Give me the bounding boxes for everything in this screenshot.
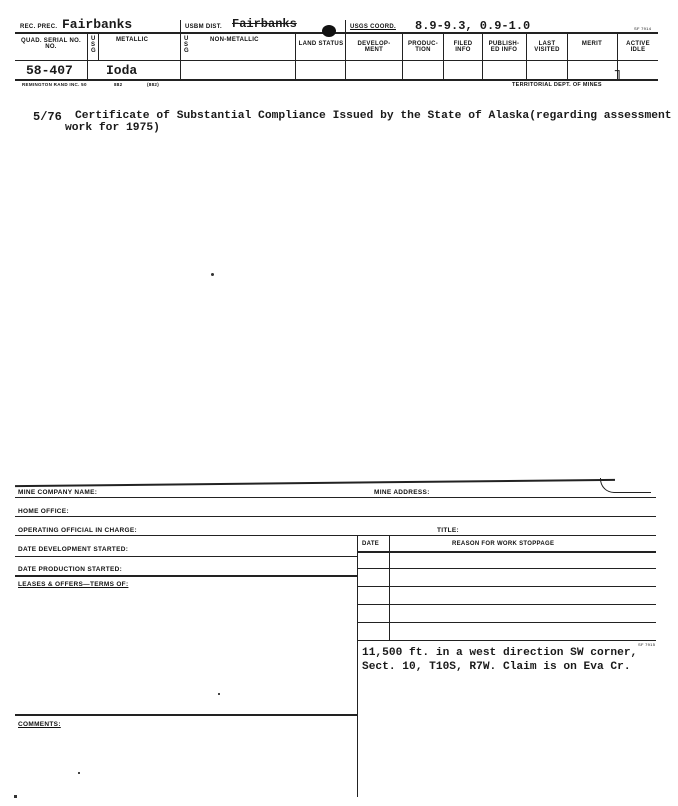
mine-company-label: MINE COMPANY NAME: (18, 489, 98, 496)
col-land-status: LAND STATUS (298, 41, 344, 47)
col-development: DEVELOP- MENT (357, 41, 391, 53)
col-published-info: PUBLISH- ED INFO (488, 41, 520, 53)
col-last-visited: LAST VISITED (534, 41, 560, 53)
col-quad-serial: QUAD. SERIAL NO. NO. (20, 38, 82, 50)
ink-blot (322, 25, 336, 37)
home-office-label: HOME OFFICE: (18, 508, 69, 515)
col-metallic: METALLIC (116, 37, 149, 43)
title-label: TITLE: (437, 527, 460, 534)
rule (357, 604, 656, 605)
back-form-number: SF 7915 (638, 642, 656, 647)
usbm-dist-label: USBM DIST. (185, 24, 223, 30)
rule (15, 714, 357, 716)
rule (15, 535, 656, 536)
mine-address-label: MINE ADDRESS: (374, 489, 430, 496)
col-usgs-nonmetallic: U S G (184, 36, 189, 54)
rule (15, 516, 656, 517)
speck (211, 273, 214, 276)
rule (15, 575, 357, 577)
comments-label: COMMENTS: (18, 721, 61, 728)
location-line1: 11,500 ft. in a west direction SW corner, (362, 647, 638, 659)
divider (482, 33, 483, 79)
header-rule-bottom (15, 79, 658, 81)
col-production: PRODUC- TION (407, 41, 439, 53)
reason-col-header: REASON FOR WORK STOPPAGE (452, 541, 555, 547)
col-filed-info: FILED INFO (453, 41, 473, 53)
prod-started-label: DATE PRODUCTION STARTED: (18, 566, 123, 573)
record-metallic: Ioda (106, 63, 138, 78)
usgs-coord-label: USGS COORD. (350, 24, 396, 30)
divider (87, 33, 88, 79)
record-serial: 58-407 (26, 63, 73, 78)
divider (98, 33, 99, 60)
note-text-line2: work for 1975) (65, 122, 160, 134)
rule (357, 622, 656, 623)
divider (402, 33, 403, 79)
printer-code-2: (882) (147, 82, 160, 87)
printer-code: 882 (114, 82, 123, 87)
rule (15, 556, 357, 557)
usbm-dist-value: Fairbanks (232, 17, 297, 31)
date-col-header: DATE (362, 541, 380, 547)
divider (526, 33, 527, 79)
center-divider (357, 535, 358, 797)
tear-curl (600, 478, 651, 493)
leases-label: LEASES & OFFERS—TERMS OF: (18, 581, 129, 588)
speck (78, 772, 80, 774)
rule (357, 551, 656, 553)
rule (15, 497, 656, 498)
header-rule-top (15, 32, 658, 34)
divider (567, 33, 568, 79)
usgs-coord-value: 8.9-9.3, 0.9-1.0 (415, 19, 531, 33)
divider (295, 33, 296, 79)
note-text-line1: Certificate of Substantial Compliance Issued by the State of Alaska(regarding assessment (75, 110, 672, 122)
divider (443, 33, 444, 79)
rec-prec-label: REC. PREC. (20, 24, 58, 30)
rec-prec-value: Fairbanks (62, 17, 133, 32)
note-date: 5/76 (33, 110, 62, 124)
dev-started-label: DATE DEVELOPMENT STARTED: (18, 546, 129, 553)
active-idle-mark: ┐ (615, 64, 624, 80)
col-active-idle: ACTIVE IDLE (626, 41, 650, 53)
header-rule-middle (15, 60, 658, 61)
tear-line (15, 479, 615, 487)
rule (357, 640, 656, 641)
form-number: SF 7914 (634, 26, 652, 31)
speck (14, 795, 17, 798)
printer-imprint: REMINGTON RAND INC. 50 (22, 82, 87, 87)
dept-imprint: TERRITORIAL DEPT. OF MINES (512, 82, 602, 88)
col-merit: MERIT (581, 41, 603, 47)
col-non-metallic: NON-METALLIC (210, 37, 259, 43)
operating-official-label: OPERATING OFFICIAL IN CHARGE: (18, 527, 137, 534)
speck (218, 693, 220, 695)
rule (357, 586, 656, 587)
divider (180, 20, 181, 80)
divider (345, 20, 346, 80)
col-usgs-metallic: U S G (91, 36, 96, 54)
location-line2: Sect. 10, T10S, R7W. Claim is on Eva Cr. (362, 661, 631, 673)
rule (357, 568, 656, 569)
